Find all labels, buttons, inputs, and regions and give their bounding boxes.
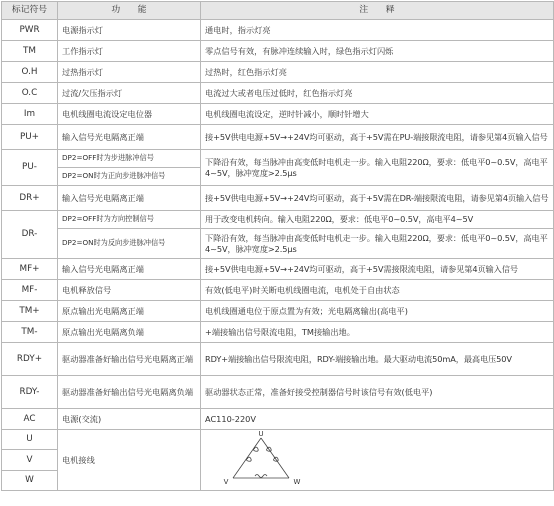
row-code: RDY+ (2, 343, 58, 376)
terminal-table (1, 1, 554, 491)
row-note: 电流过大或者电压过低时，红色指示灯亮 (201, 83, 554, 104)
row-note: AC110-220V (201, 409, 554, 430)
row-code: PU- (2, 150, 58, 186)
table-row (2, 343, 554, 376)
diagram-label-u: U (258, 430, 264, 438)
row-note: +端接输出信号限流电阻，TM接输出地。 (201, 322, 554, 343)
table-row (2, 125, 554, 150)
row-note: 电机线圈通电位于原点置为有效；光电隔离输出(高电平) (201, 301, 554, 322)
table-row (2, 150, 554, 168)
row-function: 过热指示灯 (58, 62, 201, 83)
row-function: 过流/欠压指示灯 (58, 83, 201, 104)
row-note: 零点信号有效，有脉冲连续输入时，绿色指示灯闪烁 (201, 41, 554, 62)
row-code-u: U (2, 430, 58, 450)
row-function: 电源指示灯 (58, 20, 201, 41)
row-note: 接+5V供电电源+5V→+24V均可驱动，高于+5V需在DR-端接限流电阻，请参见第4页输入信号 (201, 186, 554, 211)
table-row (2, 20, 554, 41)
table-row (2, 322, 554, 343)
row-function: 电机线圈电流设定电位器 (58, 104, 201, 125)
row-note: 驱动器状态正常，准备好接受控制器信号时该信号有效(低电平) (201, 376, 554, 409)
row-code: DR- (2, 211, 58, 259)
table-row (2, 62, 554, 83)
row-function: 电机接线 (58, 430, 201, 491)
motor-wiring-diagram (211, 430, 311, 490)
row-function-option-a: DP2=OFF时为方向控制信号 (58, 211, 201, 229)
row-code: O.H (2, 62, 58, 83)
row-code-v: V (2, 450, 58, 470)
row-code: MF- (2, 280, 58, 301)
table-row (2, 211, 554, 229)
row-code: Im (2, 104, 58, 125)
row-note: RDY+端接输出信号限流电阻，RDY-端接输出地。最大驱动电流50mA，最高电压50V (201, 343, 554, 376)
table-row (2, 376, 554, 409)
row-function-option-a: DP2=OFF时为步进脉冲信号 (58, 150, 201, 168)
row-function: 驱动器准备好输出信号光电隔离正端 (58, 343, 201, 376)
table-row (2, 83, 554, 104)
header-code: 标记符号 (2, 2, 58, 20)
row-code-w: W (2, 470, 58, 490)
header-note: 注 释 (201, 2, 554, 20)
row-function: 输入信号光电隔离正端 (58, 125, 201, 150)
row-code: TM- (2, 322, 58, 343)
row-code: TM (2, 41, 58, 62)
table-row (2, 41, 554, 62)
row-function-option-b: DP2=ON时为反向步进脉冲信号 (58, 229, 201, 259)
row-code: O.C (2, 83, 58, 104)
table-row (2, 301, 554, 322)
row-note: 通电时，指示灯亮 (201, 20, 554, 41)
table-row (2, 430, 554, 450)
row-code: MF+ (2, 259, 58, 280)
table-row (2, 409, 554, 430)
header-function: 功 能 (58, 2, 201, 20)
row-code: AC (2, 409, 58, 430)
table-header-row (2, 2, 554, 20)
row-note: 接+5V供电电源+5V→+24V均可驱动，高于+5V需接限流电阻，请参见第4页输入信号 (201, 259, 554, 280)
row-code: PU+ (2, 125, 58, 150)
table-row (2, 104, 554, 125)
table-row (2, 259, 554, 280)
diagram-label-v: V (223, 478, 229, 486)
row-function: 工作指示灯 (58, 41, 201, 62)
table-row (2, 280, 554, 301)
row-function: 原点输出光电隔离正端 (58, 301, 201, 322)
row-function-option-b: DP2=ON时为正向步进脉冲信号 (58, 168, 201, 186)
row-note: 过热时，红色指示灯亮 (201, 62, 554, 83)
table-row (2, 229, 554, 259)
row-function: 输入信号光电隔离正端 (58, 259, 201, 280)
row-function: 原点输出光电隔离负端 (58, 322, 201, 343)
row-note: 下降沿有效，每当脉冲由高变低时电机走一步。输入电阻220Ω，要求：低电平0~0.5V，高电平4~5V，脉冲宽度>2.5μs (201, 150, 554, 186)
row-function: 电源(交流) (58, 409, 201, 430)
row-function: 输入信号光电隔离正端 (58, 186, 201, 211)
table-row (2, 186, 554, 211)
row-note-option-a: 用于改变电机转向。输入电阻220Ω，要求：低电平0~0.5V，高电平4~5V (201, 211, 554, 229)
row-function: 电机释放信号 (58, 280, 201, 301)
row-code: DR+ (2, 186, 58, 211)
row-function: 驱动器准备好输出信号光电隔离负端 (58, 376, 201, 409)
row-note: 有效(低电平)时关断电机线圈电流，电机处于自由状态 (201, 280, 554, 301)
row-code: PWR (2, 20, 58, 41)
row-code: RDY- (2, 376, 58, 409)
row-note: 接+5V供电电源+5V→+24V均可驱动，高于+5V需在PU-端接限流电阻，请参见第4页输入信号 (201, 125, 554, 150)
row-code: TM+ (2, 301, 58, 322)
row-note: 电机线圈电流设定，逆时针减小，顺时针增大 (201, 104, 554, 125)
motor-wiring-cell (201, 430, 554, 491)
row-note-option-b: 下降沿有效，每当脉冲由高变低时电机走一步。输入电阻220Ω，要求：低电平0~0.5V，高电平4~5V，脉冲宽度>2.5μs (201, 229, 554, 259)
diagram-label-w: W (293, 478, 301, 486)
